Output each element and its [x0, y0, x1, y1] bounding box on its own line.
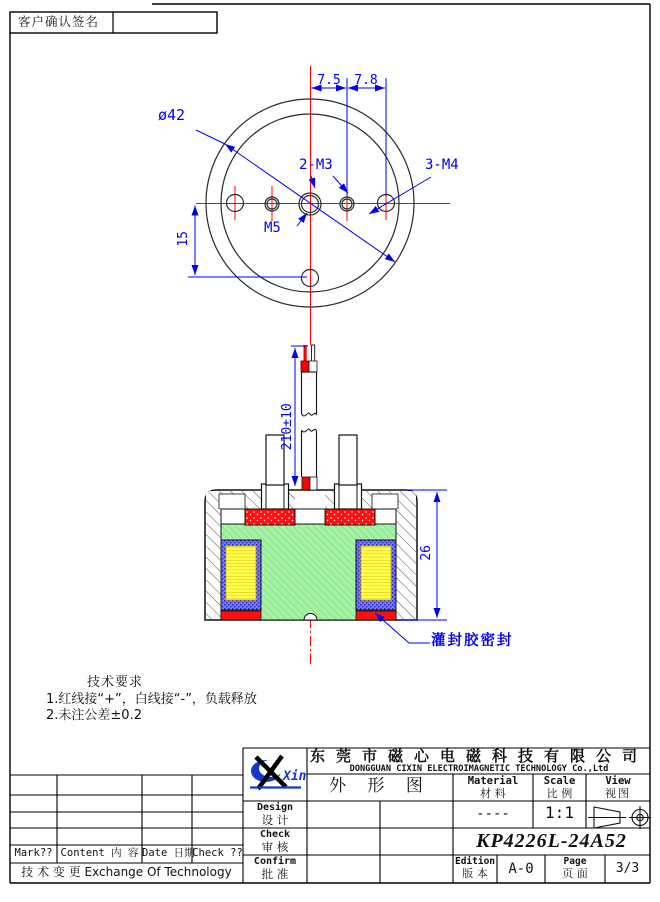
revision-footer: 技 术 变 更 Exchange Of Technology	[21, 865, 232, 879]
check-label-en: Check	[259, 829, 291, 840]
leader-2m3-left	[311, 176, 315, 188]
potting-block-left	[245, 509, 295, 525]
confirm-label-en: Confirm	[253, 856, 297, 867]
view-label-cn: 视图	[605, 787, 631, 800]
material-value: ----	[476, 806, 510, 822]
material-label-cn: 材 料	[480, 787, 506, 800]
potting-block-right	[325, 509, 375, 525]
label-3m4-text: 3-M4	[425, 157, 459, 173]
edition-label-cn: 版 本	[462, 867, 488, 880]
page-label-cn: 页 面	[562, 867, 588, 880]
scale-label-en: Scale	[543, 775, 576, 787]
cable-sleeve-lower	[302, 429, 317, 477]
lead-wire	[301, 345, 317, 490]
dim-7-8-text: 7.8	[354, 73, 378, 88]
view-label-en: View	[605, 775, 631, 787]
leader-m5	[297, 213, 307, 226]
top-view	[188, 66, 450, 344]
design-label-cn: 设 计	[261, 813, 289, 827]
edition-label-en: Edition	[454, 856, 496, 867]
revision-col-content: Content 内 容	[60, 847, 139, 859]
drawing-type: 外 形 图	[329, 776, 431, 796]
red-lead-wire	[304, 345, 307, 362]
page-label-en: Page	[563, 856, 587, 867]
projection-symbol-icon	[588, 806, 651, 829]
leader-2m3-right	[333, 176, 348, 193]
side-view	[205, 327, 447, 664]
company-name-cn: 东莞市磁心电磁科技有限公司	[309, 747, 648, 765]
check-label-cn: 审 核	[261, 840, 289, 854]
left-wall-hatch	[206, 509, 221, 619]
revision-col-check: Check ??	[192, 847, 243, 859]
tech-notes-title: 技术要求	[87, 675, 144, 690]
seal-strip-right	[356, 611, 396, 620]
revision-col-date: Date 日期	[142, 847, 195, 859]
scale-label-cn: 比 例	[546, 787, 573, 800]
dim-diameter-text: ø42	[158, 106, 186, 124]
right-wall-hatch	[396, 509, 416, 619]
page-value: 3/3	[615, 861, 640, 876]
seal-strip-left	[221, 611, 261, 620]
dim-26-text: 26	[419, 544, 435, 561]
confirm-label-cn: 批 准	[261, 867, 289, 881]
edition-value: A-0	[508, 861, 534, 877]
revision-col-mark: Mark??	[14, 847, 53, 859]
tech-note-2: 2.未注公差±0.2	[46, 708, 142, 723]
coil-left	[226, 546, 256, 600]
logo-text: Xin	[283, 769, 307, 784]
design-label-en: Design	[256, 802, 294, 813]
leader-3m4	[369, 177, 431, 214]
dim-7-5-text: 7.5	[317, 73, 341, 88]
cable-sleeve-upper	[302, 372, 317, 415]
dim-15-text: 15	[176, 230, 192, 247]
signature-label: 客户确认签名	[18, 14, 100, 29]
dim-210-text: 210±10	[280, 403, 296, 451]
seal-label-text: 灌封胶密封	[431, 633, 514, 649]
tech-note-1: 1.红线接“+”，白线接“-”，负载释放	[46, 692, 257, 707]
material-label-en: Material	[467, 775, 519, 787]
label-2m3-text: 2-M3	[299, 157, 333, 173]
coil-right	[361, 546, 391, 600]
white-lead-wire	[312, 345, 315, 362]
scale-value: 1:1	[545, 803, 574, 822]
company-name-en: DONGGUAN CIXIN ELECTROIMAGNETIC TECHNOLOGY Co.,Ltd	[349, 763, 609, 774]
label-m5-text: M5	[264, 220, 281, 236]
terminal-post-right	[339, 435, 357, 485]
part-number: KP4226L-24A52	[476, 830, 627, 852]
